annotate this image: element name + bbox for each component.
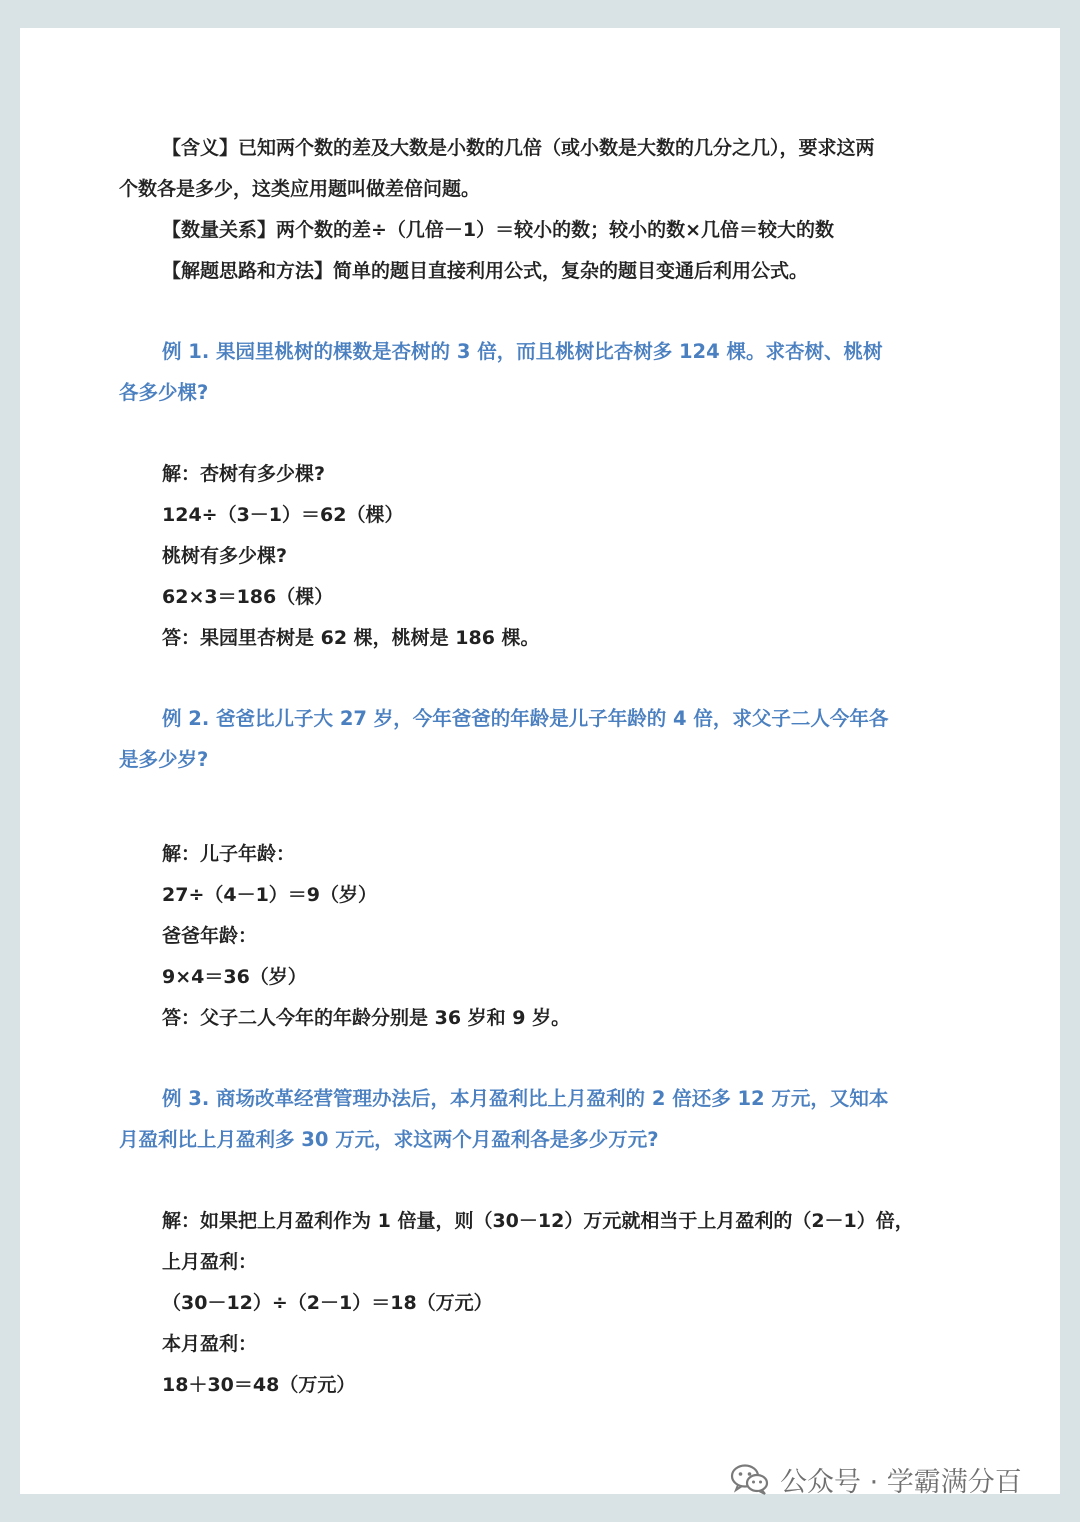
meaning-line-1: 【含义】已知两个数的差及大数是小数的几倍（或小数是大数的几分之几），要求这两 <box>162 137 875 159</box>
example-1-solution-line: 124÷（3－1）＝62（棵） <box>162 504 404 526</box>
example-3-question-line-1: 例 3. 商场改革经营管理办法后，本月盈利比上月盈利的 2 倍还多 12 万元，又知本 <box>162 1087 889 1110</box>
example-1-answer: 答：果园里杏树是 62 棵，桃树是 186 棵。 <box>162 627 540 649</box>
example-2-solution-line: 9×4＝36（岁） <box>162 966 307 988</box>
watermark <box>730 1462 1022 1496</box>
example-2-solution-line: 27÷（4－1）＝9（岁） <box>162 884 378 906</box>
example-2-solution-line: 解：儿子年龄： <box>162 843 296 865</box>
example-3-question-line-2: 月盈利比上月盈利多 30 万元，求这两个月盈利各是多少万元? <box>119 1128 659 1151</box>
example-3-solution-line: 上月盈利： <box>162 1251 258 1273</box>
example-2-answer: 答：父子二人今年的年龄分别是 36 岁和 9 岁。 <box>162 1007 571 1029</box>
example-1-solution-line: 解：杏树有多少棵? <box>162 463 326 485</box>
example-1-solution-line: 62×3＝186（棵） <box>162 586 334 608</box>
example-3-solution-line: 本月盈利： <box>162 1333 258 1355</box>
solving-method: 【解题思路和方法】简单的题目直接利用公式，复杂的题目变通后利用公式。 <box>162 260 809 282</box>
example-3-solution-line: 18＋30＝48（万元） <box>162 1374 356 1396</box>
example-1-solution-line: 桃树有多少棵? <box>162 545 288 567</box>
example-2-question-line-2: 是多少岁? <box>119 748 209 771</box>
quantity-relation: 【数量关系】两个数的差÷（几倍－1）＝较小的数；较小的数×几倍＝较大的数 <box>162 219 835 241</box>
example-3-solution-line: 解：如果把上月盈利作为 1 倍量，则（30－12）万元就相当于上月盈利的（2－1）倍， <box>162 1210 914 1232</box>
example-2-solution-line: 爸爸年龄： <box>162 925 258 947</box>
example-1-question-line-1: 例 1. 果园里桃树的棵数是杏树的 3 倍，而且桃树比杏树多 124 棵。求杏树、桃树 <box>162 340 883 363</box>
example-3-solution-line: （30－12）÷（2－1）＝18（万元） <box>162 1292 493 1314</box>
meaning-line-2: 个数各是多少，这类应用题叫做差倍问题。 <box>119 178 481 200</box>
watermark-text: 公众号 · 学霸满分百 <box>780 1466 1022 1498</box>
example-2-question-line-1: 例 2. 爸爸比儿子大 27 岁，今年爸爸的年龄是儿子年龄的 4 倍，求父子二人今年各 <box>162 707 889 730</box>
wechat-icon <box>730 1462 770 1496</box>
example-1-question-line-2: 各多少棵? <box>119 381 209 404</box>
